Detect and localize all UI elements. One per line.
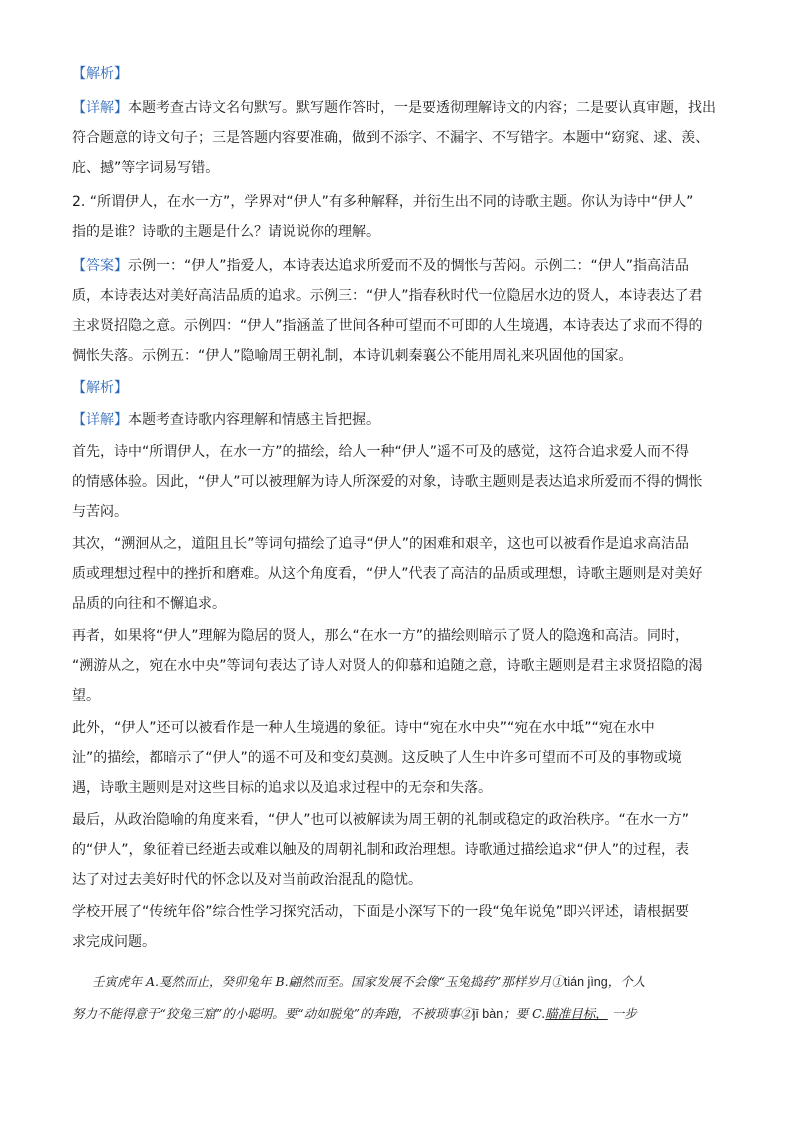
answer-line: 惆怅失落。示例五：“伊人”隐喻周王朝礼制，本诗讥刺秦襄公不能用周礼来巩固他的国家。 <box>72 348 633 364</box>
detail-tag: 【详解】 <box>72 100 128 116</box>
detail-line: 符合题意的诗文句子；三是答题内容要准确，做到不添字、不漏字、不写错字。本题中“窈窕、逑、羡、 <box>72 130 710 146</box>
paragraph-line: 沚”的描绘，都暗示了“伊人”的遥不可及和变幻莫测。这反映了人生中许多可望而不可及的事物或境 <box>72 750 682 766</box>
passage-segment: 壬寅虎年 A.戛然而止， <box>92 974 222 989</box>
answer-text: 示例一：“伊人”指爱人，本诗表达追求所爱而不及的惆怅与苦闷。示例二：“伊人”指高洁品 <box>128 258 690 274</box>
paragraph-line: 再者，如果将“伊人”理解为隐居的贤人，那么“在水一方”的描绘则暗示了贤人的隐逸和高洁。同时， <box>72 628 690 644</box>
detail-line <box>72 98 716 118</box>
paragraph-line: 遇，诗歌主题则是对这些目标的追求以及追求过程中的无奈和失落。 <box>72 780 492 796</box>
passage-segment: 一步 <box>607 1006 637 1021</box>
paragraph-line: 此外，“伊人”还可以被看作是一种人生境遇的象征。诗中“宛在水中央”“宛在水中坻”“宛在水中 <box>72 720 655 736</box>
question-2: 2. “所谓伊人，在水一方”，学界对“伊人”有多种解释，并衍生出不同的诗歌主题。你认为诗中“伊人” <box>72 194 694 210</box>
paragraph-line: 最后，从政治隐喻的角度来看，“伊人”也可以被解读为周王朝的礼制或稳定的政治秩序。“在水一方” <box>72 812 690 828</box>
passage-segment: 努力不能得意于“狡兔三窟”的小聪明。要“动如脱兔”的奔跑，不被琐事② <box>72 1006 473 1021</box>
analysis-tag: 【解析】 <box>72 66 128 82</box>
underlined-phrase: 瞄准目标， <box>545 1006 608 1021</box>
paragraph-line: 与苦闷。 <box>72 504 128 520</box>
detail-text: 本题考查古诗文名句默写。默写题作答时，一是要透彻理解诗文的内容；二是要认真审题，找出 <box>128 100 716 116</box>
analysis-tag: 【解析】 <box>72 380 128 396</box>
pinyin-blank-1: tián jìng <box>563 975 608 989</box>
passage-line-2 <box>72 1004 637 1024</box>
answer-line: 主求贤招隐之意。示例四：“伊人”指涵盖了世间各种可望而不可即的人生境遇，本诗表达了求而不得的 <box>72 318 703 334</box>
paragraph-line: 达了对过去美好时代的怀念以及对当前政治混乱的隐忧。 <box>72 872 422 888</box>
paragraph-line: 的情感体验。因此，“伊人”可以被理解为诗人所深爱的对象，诗歌主题则是表达追求所爱而不得的惆怅 <box>72 474 703 490</box>
detail-text: 本题考查诗歌内容理解和情感主旨把握。 <box>128 412 380 428</box>
task-line: 求完成问题。 <box>72 934 156 950</box>
task-line: 学校开展了“传统年俗”综合性学习探究活动，下面是小深写下的一段“兔年说兔”即兴评述，请根据要 <box>72 904 690 920</box>
paragraph-line: 望。 <box>72 688 100 704</box>
detail-line <box>72 410 380 430</box>
pinyin-blank-2: jī bàn <box>472 1007 504 1021</box>
paragraph-line: 品质的向往和不懈追求。 <box>72 596 226 612</box>
paragraph-line: 质或理想过程中的挫折和磨难。从这个角度看，“伊人”代表了高洁的品质或理想，诗歌主题则是对美好 <box>72 566 703 582</box>
answer-tag: 【答案】 <box>72 258 128 274</box>
answer-line: 质，本诗表达对美好高洁品质的追求。示例三：“伊人”指春秋时代一位隐居水边的贤人，本诗表达了君 <box>72 288 703 304</box>
detail-tag: 【详解】 <box>72 412 128 428</box>
paragraph-line: 首先，诗中“所谓伊人，在水一方”的描绘，给人一种“伊人”遥不可及的感觉，这符合追求爱人而不得 <box>72 444 690 460</box>
passage-segment: 癸卯兔年 B.翩然而至。 <box>221 974 352 989</box>
paragraph-line: 的“伊人”，象征着已经逝去或难以触及的周朝礼制和政治理想。诗歌通过描绘追求“伊人”的过程，表 <box>72 842 690 858</box>
question-2-cont: 指的是谁？诗歌的主题是什么？请说说你的理解。 <box>72 224 380 240</box>
paragraph-line: “溯游从之，宛在水中央”等词句表达了诗人对贤人的仰慕和追随之意，诗歌主题则是君主求贤招隐的渴 <box>72 658 703 674</box>
passage-segment: ；要 C. <box>503 1006 546 1021</box>
passage-segment: 国家发展不会像“玉兔捣药”那样岁月① <box>351 974 564 989</box>
detail-line: 庇、撼”等字词易写错。 <box>72 160 220 176</box>
paragraph-line: 其次，“溯洄从之，道阻且长”等词句描绘了追寻“伊人”的困难和艰辛，这也可以被看作是追求高洁品 <box>72 536 690 552</box>
answer-line <box>72 256 689 276</box>
passage-line-1 <box>92 972 645 992</box>
passage-segment: ，个人 <box>607 974 646 989</box>
